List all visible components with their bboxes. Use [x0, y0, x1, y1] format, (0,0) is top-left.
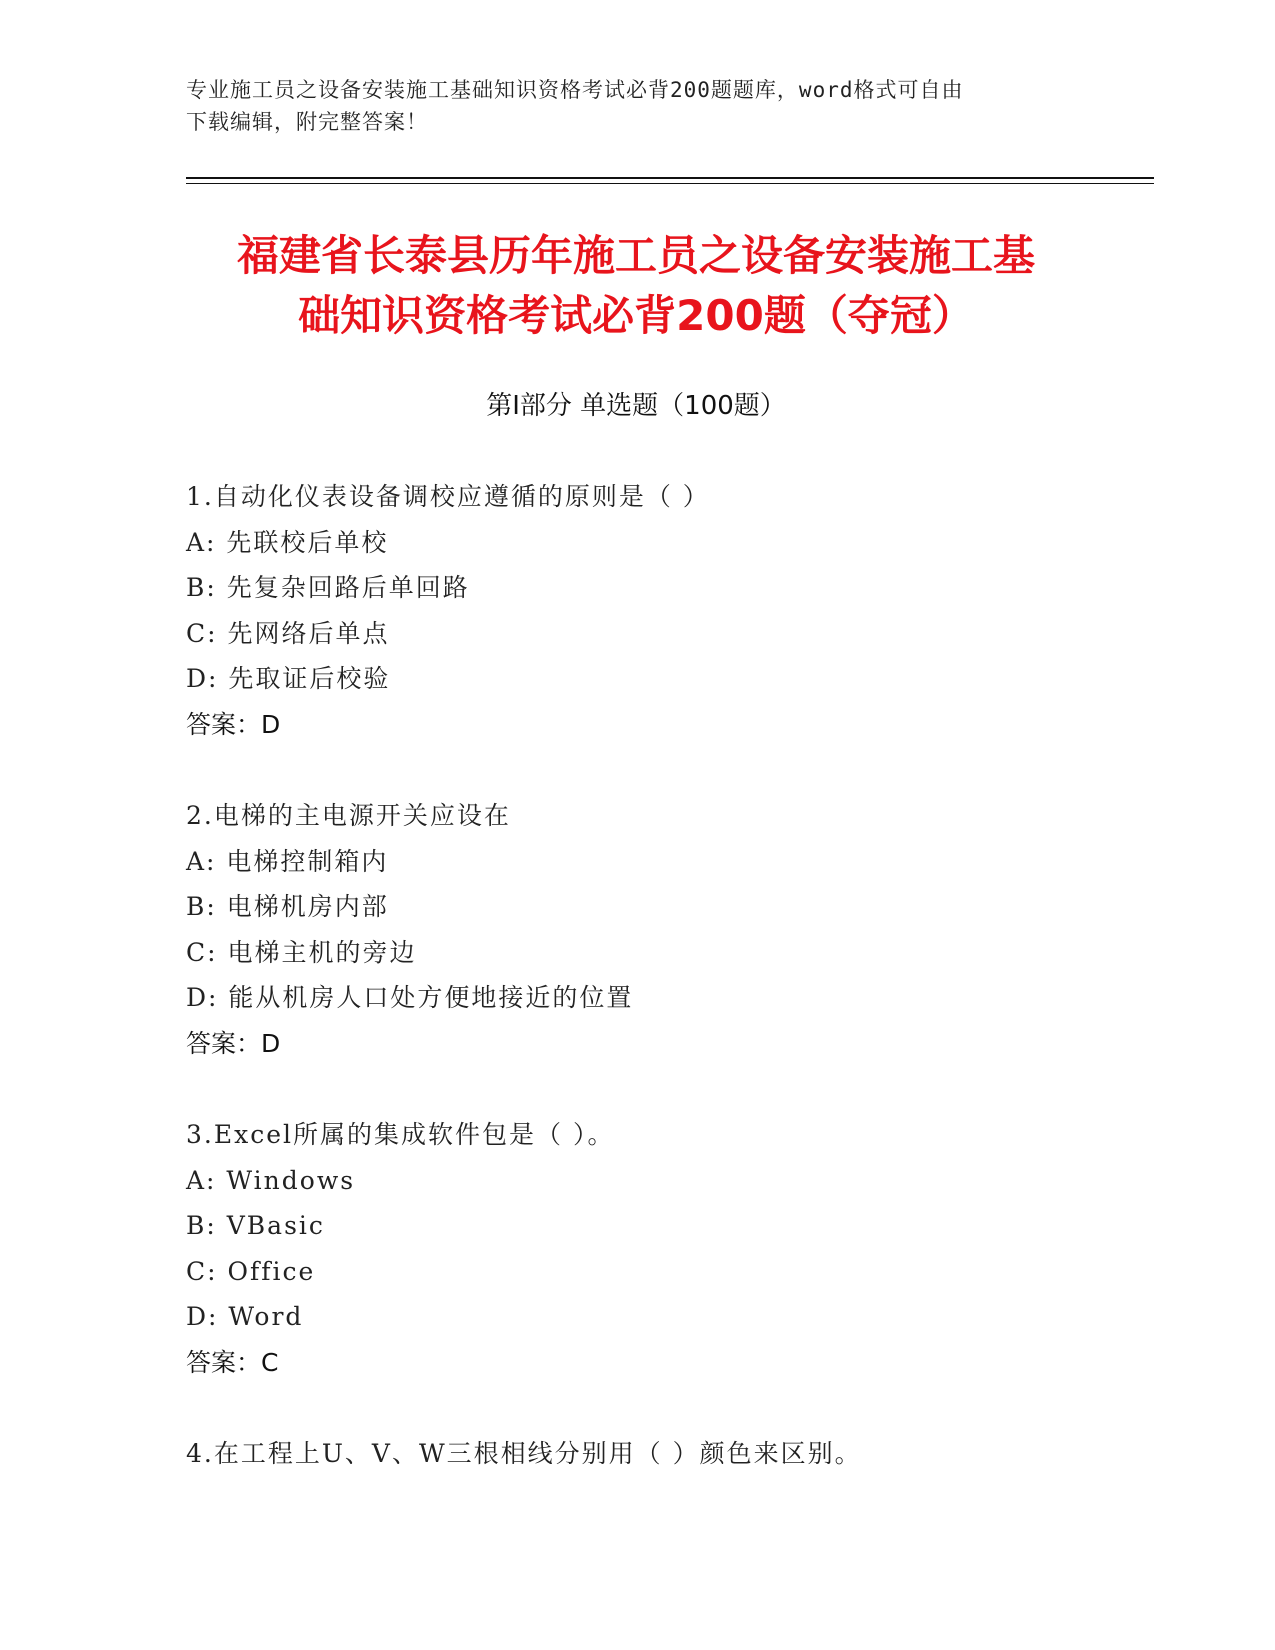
header-note-line-1: 专业施工员之设备安装施工基础知识资格考试必背200题题库，word格式可自由 — [186, 78, 964, 102]
option-d: D: Word — [186, 1302, 304, 1331]
document-title — [186, 226, 1086, 346]
document-title-line-1: 福建省长泰县历年施工员之设备安装施工基 — [236, 231, 1035, 280]
option-b: B: VBasic — [186, 1211, 325, 1240]
question-4 — [186, 1431, 1146, 1477]
section-title: 第Ⅰ部分 单选题（100题） — [486, 391, 786, 421]
option-a: A: 电梯控制箱内 — [186, 846, 389, 876]
question-2 — [186, 793, 1146, 1066]
question-stem: 2.电梯的主电源开关应设在 — [186, 801, 511, 830]
header-divider-thin — [186, 183, 1154, 184]
option-a: A: 先联校后单校 — [186, 527, 389, 557]
question-stem: 3.Excel所属的集成软件包是（ ）。 — [186, 1120, 615, 1149]
question-stem: 4.在工程上U、V、W三根相线分别用（ ）颜色来区别。 — [186, 1439, 862, 1468]
question-stem: 1.自动化仪表设备调校应遵循的原则是（ ） — [186, 482, 710, 511]
header-divider-thick — [186, 177, 1154, 179]
header-note — [186, 74, 1086, 138]
question-list — [186, 474, 1146, 1523]
option-b: B: 先复杂回路后单回路 — [186, 573, 470, 602]
answer: 答案：C — [186, 1347, 279, 1377]
document-title-line-2: 础知识资格考试必背200题（夺冠） — [298, 291, 974, 340]
question-3 — [186, 1112, 1146, 1385]
answer: 答案：D — [186, 1028, 281, 1058]
option-d: D: 先取证后校验 — [186, 664, 391, 693]
option-c: C: Office — [186, 1256, 316, 1286]
answer: 答案：D — [186, 709, 281, 739]
question-1 — [186, 474, 1146, 747]
option-b: B: 电梯机房内部 — [186, 892, 389, 921]
option-c: C: 先网络后单点 — [186, 618, 390, 648]
option-a: A: Windows — [186, 1165, 356, 1195]
header-note-line-2: 下载编辑，附完整答案！ — [186, 110, 428, 134]
option-d: D: 能从机房人口处方便地接近的位置 — [186, 983, 634, 1012]
option-c: C: 电梯主机的旁边 — [186, 937, 417, 967]
